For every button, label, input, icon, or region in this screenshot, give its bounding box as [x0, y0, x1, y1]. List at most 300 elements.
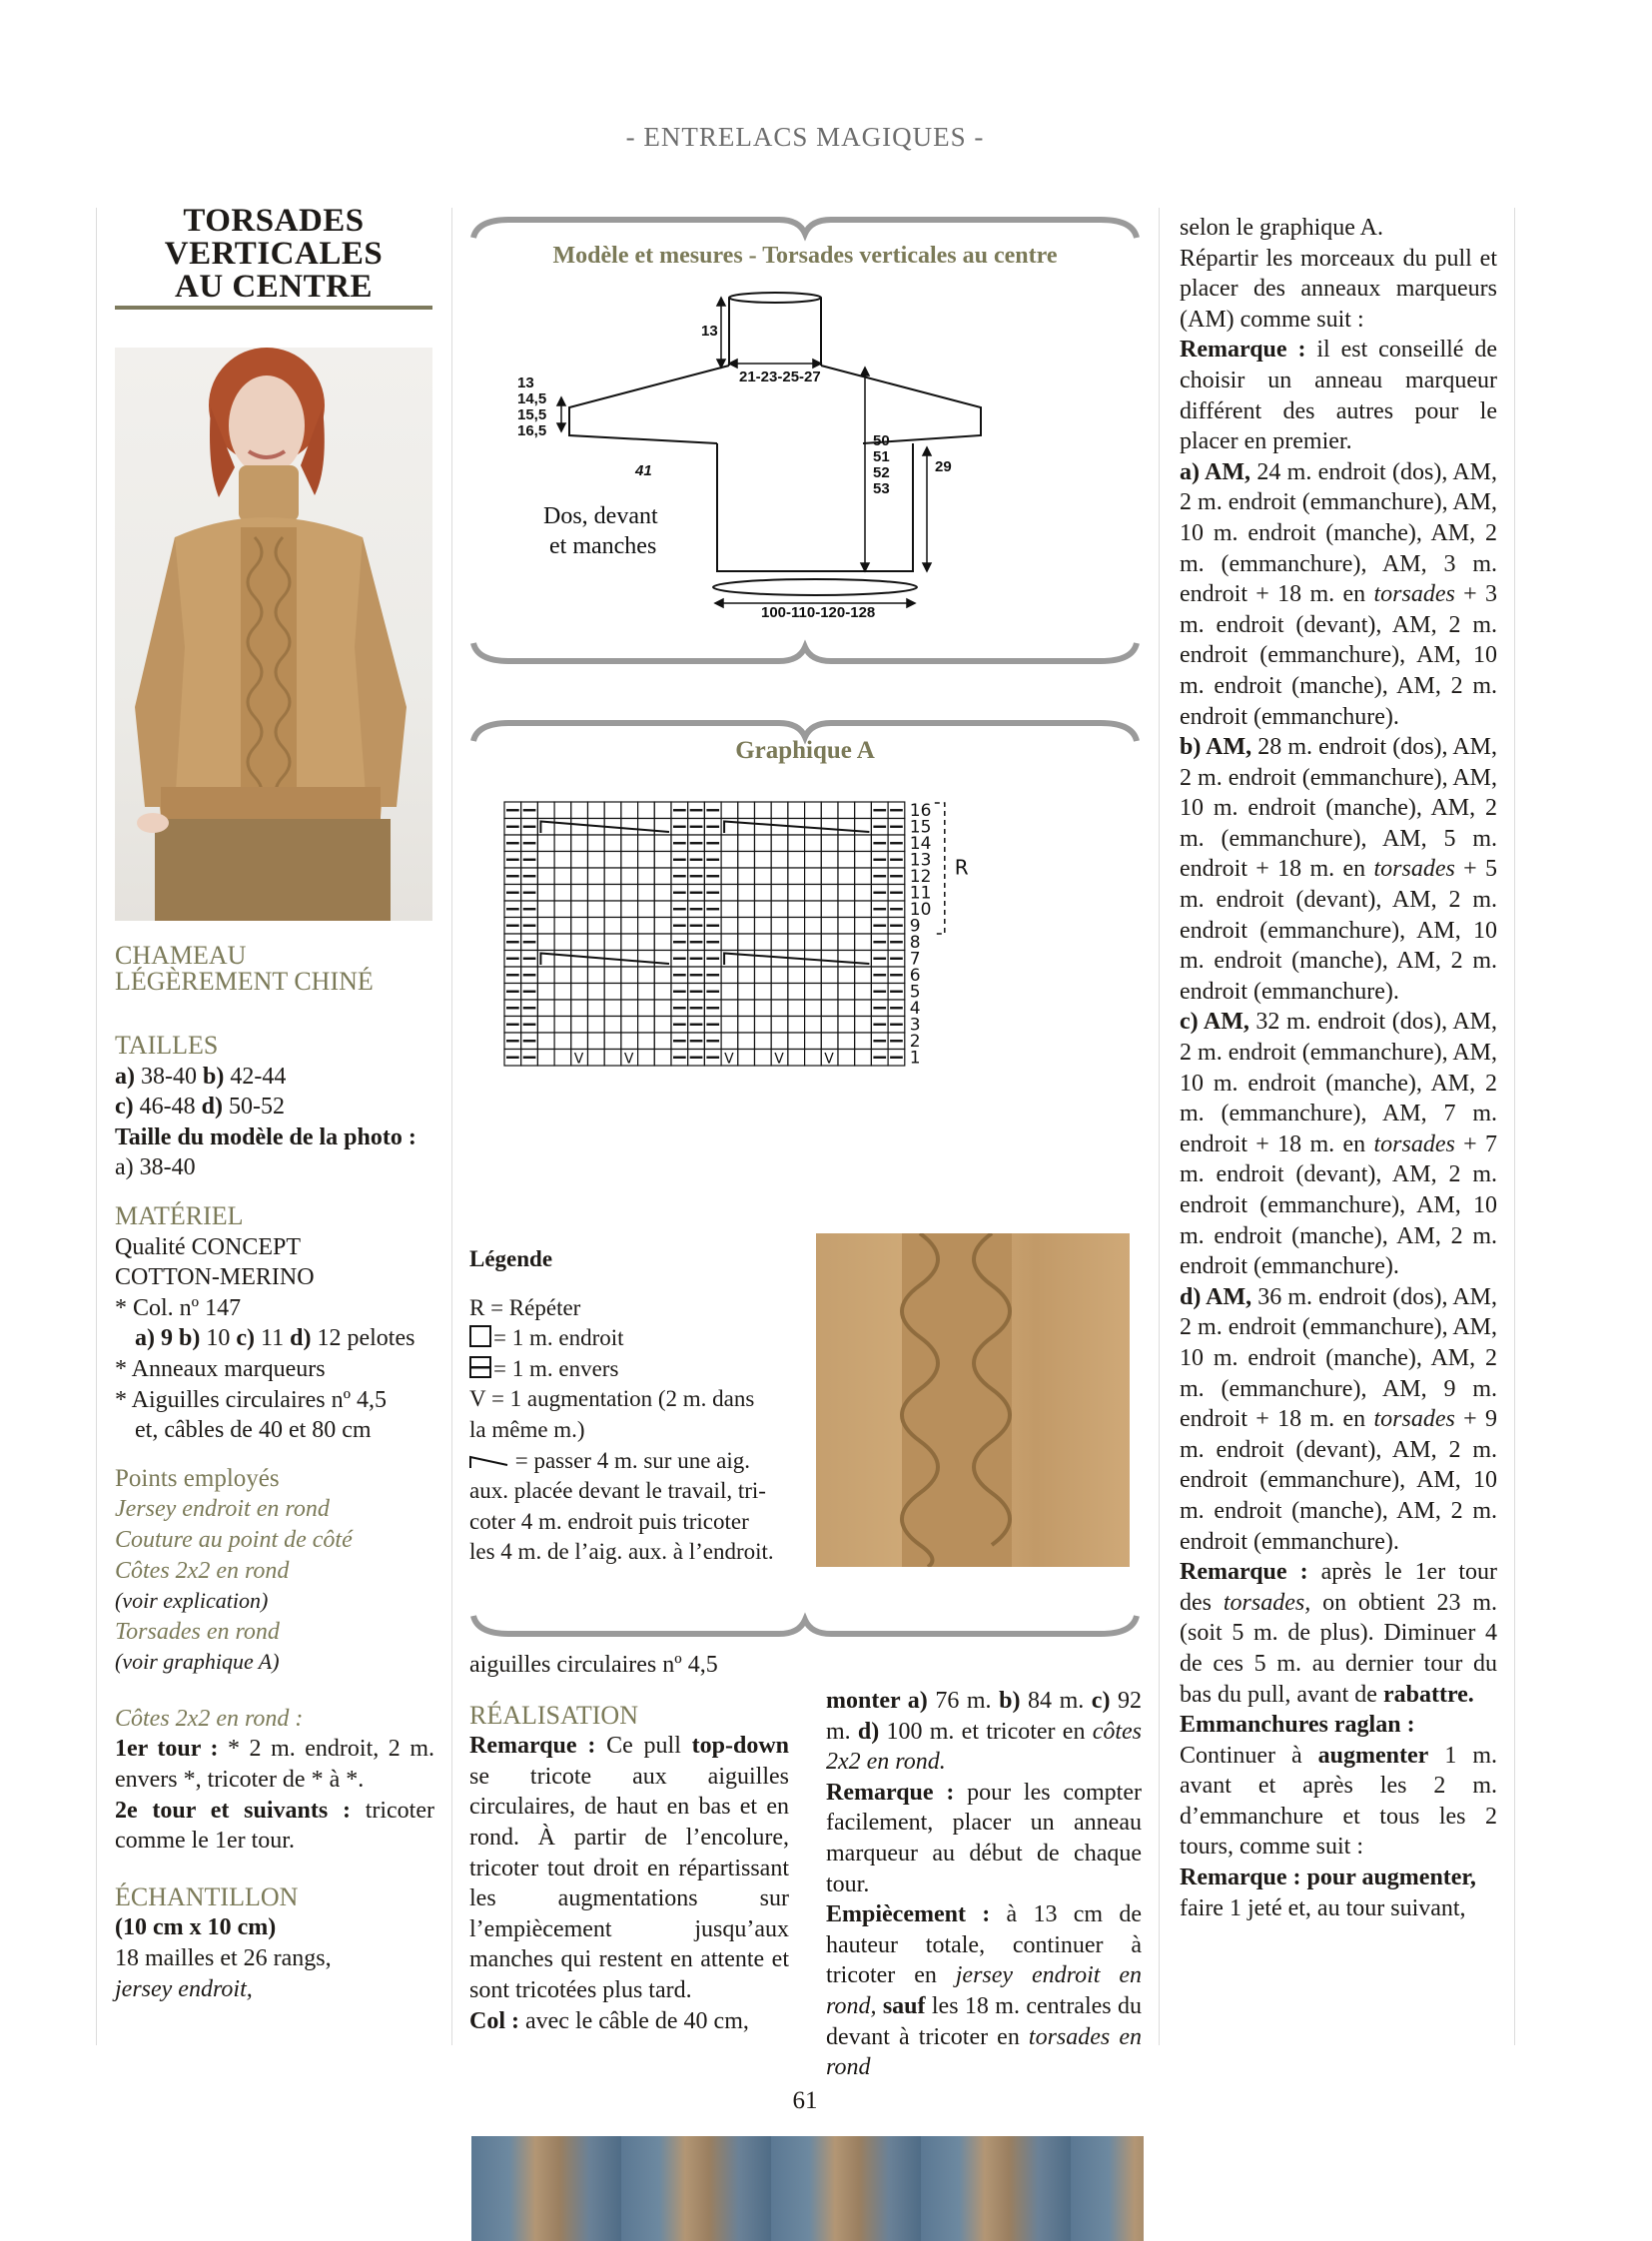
chart-cell [771, 868, 788, 885]
chart-cell [821, 819, 838, 836]
chart-cell [604, 918, 621, 935]
row-number-label: 5 [909, 982, 921, 1003]
chart-cell [838, 852, 855, 869]
increase-note: faire 1 jeté et, au tour suivant, [1180, 1894, 1466, 1921]
chart-cell [771, 852, 788, 869]
chart-cell [554, 819, 571, 836]
side-height-label: 29 [935, 458, 952, 475]
chart-cell [855, 934, 872, 951]
chart-cell [788, 885, 805, 902]
chart-cell [855, 984, 872, 1001]
chart-cell [571, 984, 588, 1001]
legend-cable-cont: les 4 m. de l’aig. aux. à l’endroit. [469, 1539, 774, 1565]
chart-cell [771, 934, 788, 951]
chart-cell [621, 934, 638, 951]
yarn-balls: a) 9 b) 10 c) 11 d) 12 pelotes [135, 1325, 415, 1352]
row-number-label: 9 [909, 916, 921, 937]
chart-cell [738, 1050, 755, 1067]
increase-mark: V [724, 1051, 734, 1068]
hem-width-label: 100-110-120-128 [761, 604, 876, 621]
chart-cell [571, 1033, 588, 1050]
chart-cell [621, 1033, 638, 1050]
chart-cell [654, 934, 671, 951]
color-name: CHAMEAU LÉGÈREMENT CHINÉ [115, 941, 374, 996]
chart-cell [738, 852, 755, 869]
chart-cell [554, 1017, 571, 1034]
chart-cell [855, 868, 872, 885]
chart-cell [738, 1017, 755, 1034]
chart-cell [621, 984, 638, 1001]
stitch-item: Torsades en rond [115, 1618, 280, 1645]
right-text: Répartir les morceaux du pull et placer des anneaux marqueurs (AM) comme suit : [1180, 245, 1497, 333]
piece-label: Dos, devant [543, 503, 658, 529]
chart-cell [721, 1017, 738, 1034]
chart-cell [654, 885, 671, 902]
chart-cell [638, 885, 655, 902]
chart-cell [621, 819, 638, 836]
legend-repeat: R = Répéter [469, 1294, 581, 1320]
chart-cell [554, 852, 571, 869]
chart-cell [788, 984, 805, 1001]
chart-cell [755, 984, 772, 1001]
chart-cell [537, 1017, 554, 1034]
row-number-label: 12 [909, 867, 932, 887]
right-text: selon le graphique A. [1180, 215, 1383, 241]
raglan-instruction: Continuer à augmenter 1 m. avant et après les 2 m. d’emmanchure et tous les 2 tours, comme suit : [1180, 1742, 1498, 1861]
chart-cell [855, 835, 872, 852]
sleeve-length-label: 41 [635, 462, 652, 479]
legend-knit: = 1 m. endroit [469, 1323, 789, 1354]
right-column [1180, 213, 1497, 1923]
chart-cell [755, 901, 772, 918]
chart-cell [604, 984, 621, 1001]
yarn-quality: Qualité CONCEPT [115, 1233, 301, 1260]
chart-cell [621, 852, 638, 869]
chart-cell [588, 1033, 605, 1050]
gauge-count: 18 mailles et 26 rangs, [115, 1945, 332, 1972]
increase-mark: V [623, 1051, 634, 1068]
chart-cell [588, 885, 605, 902]
schema-drawing [469, 278, 1141, 637]
chart-cell [838, 802, 855, 819]
chart-cell [838, 934, 855, 951]
chart-cell [771, 802, 788, 819]
chart-cell [554, 1000, 571, 1017]
chart-cell [571, 802, 588, 819]
shoulder-height-label: 13 [517, 374, 534, 391]
chart-cell [654, 1017, 671, 1034]
gauge-size: (10 cm x 10 cm) [115, 1914, 277, 1941]
chart-cell [588, 1000, 605, 1017]
rib-round-2: 2e tour et suivants : tricoter comme le 1er tour. [115, 1797, 434, 1855]
chart-cell [604, 852, 621, 869]
chart-cell [604, 901, 621, 918]
chart-cell [604, 1017, 621, 1034]
chart-cell [755, 951, 772, 968]
chart-cell [638, 819, 655, 836]
chart-cell [621, 1000, 638, 1017]
chart-cell [738, 885, 755, 902]
chart-cell [554, 901, 571, 918]
cable-closeup-photo [816, 1233, 1130, 1567]
chart-cell [621, 901, 638, 918]
chart-cell [537, 967, 554, 984]
chart-cell [821, 984, 838, 1001]
chart-cell [838, 901, 855, 918]
chart-cell [654, 967, 671, 984]
chart-cell [738, 819, 755, 836]
chart-cell [721, 868, 738, 885]
chart-cell [654, 1050, 671, 1067]
chart-cell [621, 835, 638, 852]
chart-cell [788, 901, 805, 918]
photo-size-label: Taille du modèle de la photo : [115, 1123, 416, 1150]
chart-cell [621, 967, 638, 984]
chart-cell [838, 885, 855, 902]
chart-cell [838, 951, 855, 968]
schema-title: Modèle et mesures - Torsades verticales au centre [552, 243, 1058, 269]
chart-cell [638, 951, 655, 968]
section-brace-bottom [469, 637, 1141, 669]
increase-mark: V [824, 1051, 834, 1068]
chart-cell [805, 802, 822, 819]
body-height-label: 53 [873, 480, 890, 497]
chart-cell [738, 934, 755, 951]
chart-cell [805, 918, 822, 935]
chart-cell [654, 802, 671, 819]
chart-cell [638, 1000, 655, 1017]
chart-cell [654, 1000, 671, 1017]
title-underline [115, 306, 432, 310]
column-rule [96, 208, 97, 2045]
yarn-name: COTTON-MERINO [115, 1264, 315, 1291]
chart-cell [755, 934, 772, 951]
chart-cell [571, 819, 588, 836]
chart-cell [821, 835, 838, 852]
chart-graph-a [469, 794, 1141, 1193]
chart-cell [638, 967, 655, 984]
chart-cell [721, 835, 738, 852]
chart-cell [604, 885, 621, 902]
chart-cell [821, 918, 838, 935]
chart-cell [604, 1050, 621, 1067]
chart-cell [805, 1050, 822, 1067]
chart-cell [738, 802, 755, 819]
purl-symbol-icon [469, 1356, 491, 1378]
chart-cell [771, 885, 788, 902]
left-column [115, 943, 434, 2004]
increase-note-heading: Remarque : pour augmenter, [1180, 1865, 1476, 1891]
middle-column-text-2 [826, 1686, 1142, 2083]
chart-cell [654, 901, 671, 918]
yarn-color: * Col. nº 147 [115, 1294, 242, 1321]
chart-cell [571, 868, 588, 885]
chart-cell [821, 901, 838, 918]
chart-cell [621, 868, 638, 885]
legend-cable-cont: aux. placée devant le travail, tri- [469, 1478, 766, 1504]
chart-cell [755, 1017, 772, 1034]
chart-cell [821, 868, 838, 885]
chart-cell [738, 967, 755, 984]
chart-cell [838, 1000, 855, 1017]
chart-cell [604, 1033, 621, 1050]
size-a-markers: a) AM, 24 m. endroit (dos), AM, 2 m. endroit (emmanchure), AM, 10 m. endroit (manche), AM, 2 m. (emmanchure), AM, 3 m. endroit + 18 m. en torsades + 3 m. endroit (devant), AM, 2 m. endroit (emmanchure), AM, 10 m. endroit (manche), AM, 2 m. endroit (emmanchure). [1180, 458, 1497, 730]
chart-cell [788, 1000, 805, 1017]
chart-cell [571, 951, 588, 968]
chart-cell [588, 1050, 605, 1067]
chart-cell [821, 1033, 838, 1050]
chart-cell [537, 835, 554, 852]
tailles-heading: TAILLES [115, 1031, 219, 1060]
legend-cable: = passer 4 m. sur une aig. [469, 1446, 789, 1477]
shoulder-height-label: 14,5 [517, 390, 547, 407]
shoulder-height-label: 15,5 [517, 406, 547, 423]
chart-cell [855, 802, 872, 819]
chart-cell [755, 885, 772, 902]
row-number-label: 16 [909, 801, 932, 821]
size-d-markers: d) AM, 36 m. endroit (dos), AM, 2 m. endroit (emmanchure), AM, 10 m. endroit (manche), AM, 2 m. (emmanchure), AM, 9 m. endroit + 18 m. en torsades + 9 m. endroit (devant), AM, 2 m. endroit (emmanchure), AM, 10 m. endroit (manche), AM, 2 m. endroit (emmanchure). [1180, 1283, 1498, 1555]
shoulder-height-label: 16,5 [517, 422, 547, 439]
chart-cell [855, 1050, 872, 1067]
chart-cell [537, 852, 554, 869]
chart-cell [771, 918, 788, 935]
chart-cell [755, 918, 772, 935]
row-number-label: 4 [909, 999, 921, 1019]
chart-cell [755, 1033, 772, 1050]
chart-cell [788, 918, 805, 935]
needles: * Aiguilles circulaires nº 4,5 [115, 1386, 388, 1413]
chart-cell [738, 951, 755, 968]
chart-cell [771, 984, 788, 1001]
size-b-markers: b) AM, 28 m. endroit (dos), AM, 2 m. endroit (emmanchure), AM, 10 m. endroit (manche), AM, 2 m. (emmanchure), AM, 5 m. endroit + 18 m. en torsades + 5 m. endroit (devant), AM, 2 m. endroit (emmanchure), AM, 10 m. endroit (manche), AM, 2 m. endroit (emmanchure). [1180, 734, 1498, 1005]
chart-cell [838, 1050, 855, 1067]
section-brace-bottom [469, 1610, 1141, 1642]
markers: * Anneaux marqueurs [115, 1355, 326, 1382]
chart-cell [755, 1000, 772, 1017]
chart-cell [721, 918, 738, 935]
row-number-label: 2 [909, 1032, 921, 1052]
chart-cell [738, 918, 755, 935]
chart-cell [721, 1033, 738, 1050]
chart-cell [537, 802, 554, 819]
chart-cell [821, 1017, 838, 1034]
chart-cell [654, 835, 671, 852]
chart-cell [537, 918, 554, 935]
materiel-heading: MATÉRIEL [115, 1200, 244, 1230]
yarn-swatch-photo [471, 2136, 1144, 2241]
chart-cell [821, 934, 838, 951]
row-number-label: 6 [909, 966, 921, 986]
chart-cell [721, 901, 738, 918]
gauge-stitch: jersey endroit, [115, 1975, 253, 2002]
chart-cell [805, 1017, 822, 1034]
rib-round-1: 1er tour : * 2 m. endroit, 2 m. envers *, tricoter de * à *. [115, 1736, 434, 1794]
chart-cell [738, 835, 755, 852]
piece-label: et manches [549, 533, 657, 559]
legend-title: Légende [469, 1246, 553, 1271]
stitch-item: Couture au point de côté [115, 1526, 353, 1553]
chart-cell [537, 1050, 554, 1067]
legend [469, 1244, 789, 1568]
chart-cell [805, 835, 822, 852]
chart-cell [838, 1017, 855, 1034]
chart-cell [554, 934, 571, 951]
collar-instruction: Col : avec le câble de 40 cm, [469, 2007, 749, 2034]
chart-cell [755, 835, 772, 852]
chart-cell [571, 934, 588, 951]
chart-cell [554, 885, 571, 902]
chart-cell [855, 852, 872, 869]
chart-cell [821, 802, 838, 819]
chart-cell [805, 901, 822, 918]
chart-cell [571, 901, 588, 918]
pattern-title: TORSADES VERTICALES AU CENTRE [164, 203, 384, 305]
middle-column-text [469, 1650, 789, 2036]
chart-cell [821, 951, 838, 968]
chart-cell [855, 918, 872, 935]
row-number-label: 1 [909, 1048, 921, 1069]
chart-cell [755, 852, 772, 869]
chart-cell [805, 1000, 822, 1017]
chart-cell [654, 868, 671, 885]
chart-cell [755, 802, 772, 819]
chart-cell [588, 967, 605, 984]
chart-cell [805, 984, 822, 1001]
chart-cell [738, 1033, 755, 1050]
row-number-label: 15 [909, 817, 932, 838]
chart-cell [571, 1000, 588, 1017]
legend-purl: = 1 m. envers [469, 1354, 789, 1385]
body-height-label: 50 [873, 432, 890, 449]
cast-on-instruction: monter a) 76 m. b) 84 m. c) 92 m. d) 100 m. et tricoter en côtes 2x2 en rond. [826, 1688, 1143, 1776]
chart-cell [571, 885, 588, 902]
chart-cell [755, 1050, 772, 1067]
chart-cell [788, 835, 805, 852]
chart-cell [537, 1000, 554, 1017]
chart-cell [537, 868, 554, 885]
body-height-label: 51 [873, 448, 890, 465]
raglan-heading: Emmanchures raglan : [1180, 1712, 1415, 1739]
chart-cell [721, 984, 738, 1001]
chart-cell [805, 852, 822, 869]
stitch-item: Jersey endroit en rond [115, 1496, 330, 1523]
chart-cell [537, 934, 554, 951]
chart-cell [838, 967, 855, 984]
chart-cell [654, 1033, 671, 1050]
chart-cell [537, 1033, 554, 1050]
row-number-label: 8 [909, 933, 921, 953]
chart-cell [788, 852, 805, 869]
chart-cell [805, 967, 822, 984]
chart-cell [588, 852, 605, 869]
chart-cell [654, 984, 671, 1001]
chart-cell [604, 934, 621, 951]
neck-width-label: 21-23-25-27 [739, 369, 821, 385]
marker-note: Remarque : pour les compter facilement, placer un anneau marqueur au début de chaque tour. [826, 1779, 1142, 1897]
chart-cell [588, 984, 605, 1001]
chart-cell [721, 1000, 738, 1017]
body-height-label: 52 [873, 464, 890, 481]
needle-line: aiguilles circulaires nº 4,5 [469, 1652, 718, 1678]
repeat-bracket [935, 803, 945, 934]
chart-cell [738, 901, 755, 918]
chart-cell [621, 1017, 638, 1034]
increase-mark: V [774, 1051, 784, 1068]
chart-cell [638, 1050, 655, 1067]
legend-increase-cont: la même m.) [469, 1416, 585, 1442]
chart-cell [638, 802, 655, 819]
row-number-label: 3 [909, 1015, 921, 1036]
chart-cell [771, 1017, 788, 1034]
chart-cell [604, 868, 621, 885]
chart-cell [554, 868, 571, 885]
row-number-label: 10 [909, 900, 932, 920]
chart-cell [588, 901, 605, 918]
chart-cell [604, 835, 621, 852]
chart-cell [554, 984, 571, 1001]
points-heading: Points employés [115, 1464, 280, 1492]
chart-cell [805, 868, 822, 885]
stitch-item: Côtes 2x2 en rond [115, 1557, 290, 1584]
chart-cell [604, 1000, 621, 1017]
chart-cell [788, 1017, 805, 1034]
chart-cell [855, 885, 872, 902]
chart-cell [838, 984, 855, 1001]
chart-cell [638, 984, 655, 1001]
stitch-note: (voir explication) [115, 1588, 269, 1614]
chart-cell [838, 819, 855, 836]
chart-cell [588, 1017, 605, 1034]
yoke-instruction: Empiècement : à 13 cm de hauteur totale, continuer à tricoter en jersey endroit en rond, sauf les 18 m. centrales du devant à tricoter en torsades en rond [826, 1901, 1142, 2081]
chart-cell [838, 835, 855, 852]
chart-cell [621, 802, 638, 819]
chart-cell [855, 967, 872, 984]
chart-cell [721, 802, 738, 819]
chart-cell [788, 868, 805, 885]
chart-cell [821, 852, 838, 869]
chart-cell [838, 1033, 855, 1050]
chart-cell [838, 918, 855, 935]
chart-cell [638, 934, 655, 951]
chart-cell [821, 1000, 838, 1017]
chart-cell [738, 868, 755, 885]
column-rule [1514, 208, 1515, 2045]
chart-cell [554, 918, 571, 935]
increase-mark: V [573, 1051, 584, 1068]
page-number: 61 [792, 2087, 818, 2114]
chart-cell [554, 802, 571, 819]
chart-cell [571, 918, 588, 935]
chart-cell [855, 1000, 872, 1017]
knit-symbol-icon [469, 1325, 491, 1347]
chart-cell [554, 1050, 571, 1067]
chart-cell [855, 1017, 872, 1034]
tailles-line-1: a) 38-40 b) 42-44 [115, 1063, 287, 1090]
chart-cell [638, 852, 655, 869]
sweater-model-photo [115, 348, 432, 921]
chart-cell [588, 868, 605, 885]
chart-cell [821, 885, 838, 902]
chart-cell [654, 918, 671, 935]
chart-cell [805, 1033, 822, 1050]
chart-cell [821, 967, 838, 984]
chart-cell [738, 1000, 755, 1017]
chart-cell [755, 819, 772, 836]
chart-cell [621, 885, 638, 902]
chart-cell [571, 852, 588, 869]
running-header: - ENTRELACS MAGIQUES - [625, 122, 985, 152]
row-number-label: 7 [909, 949, 921, 970]
